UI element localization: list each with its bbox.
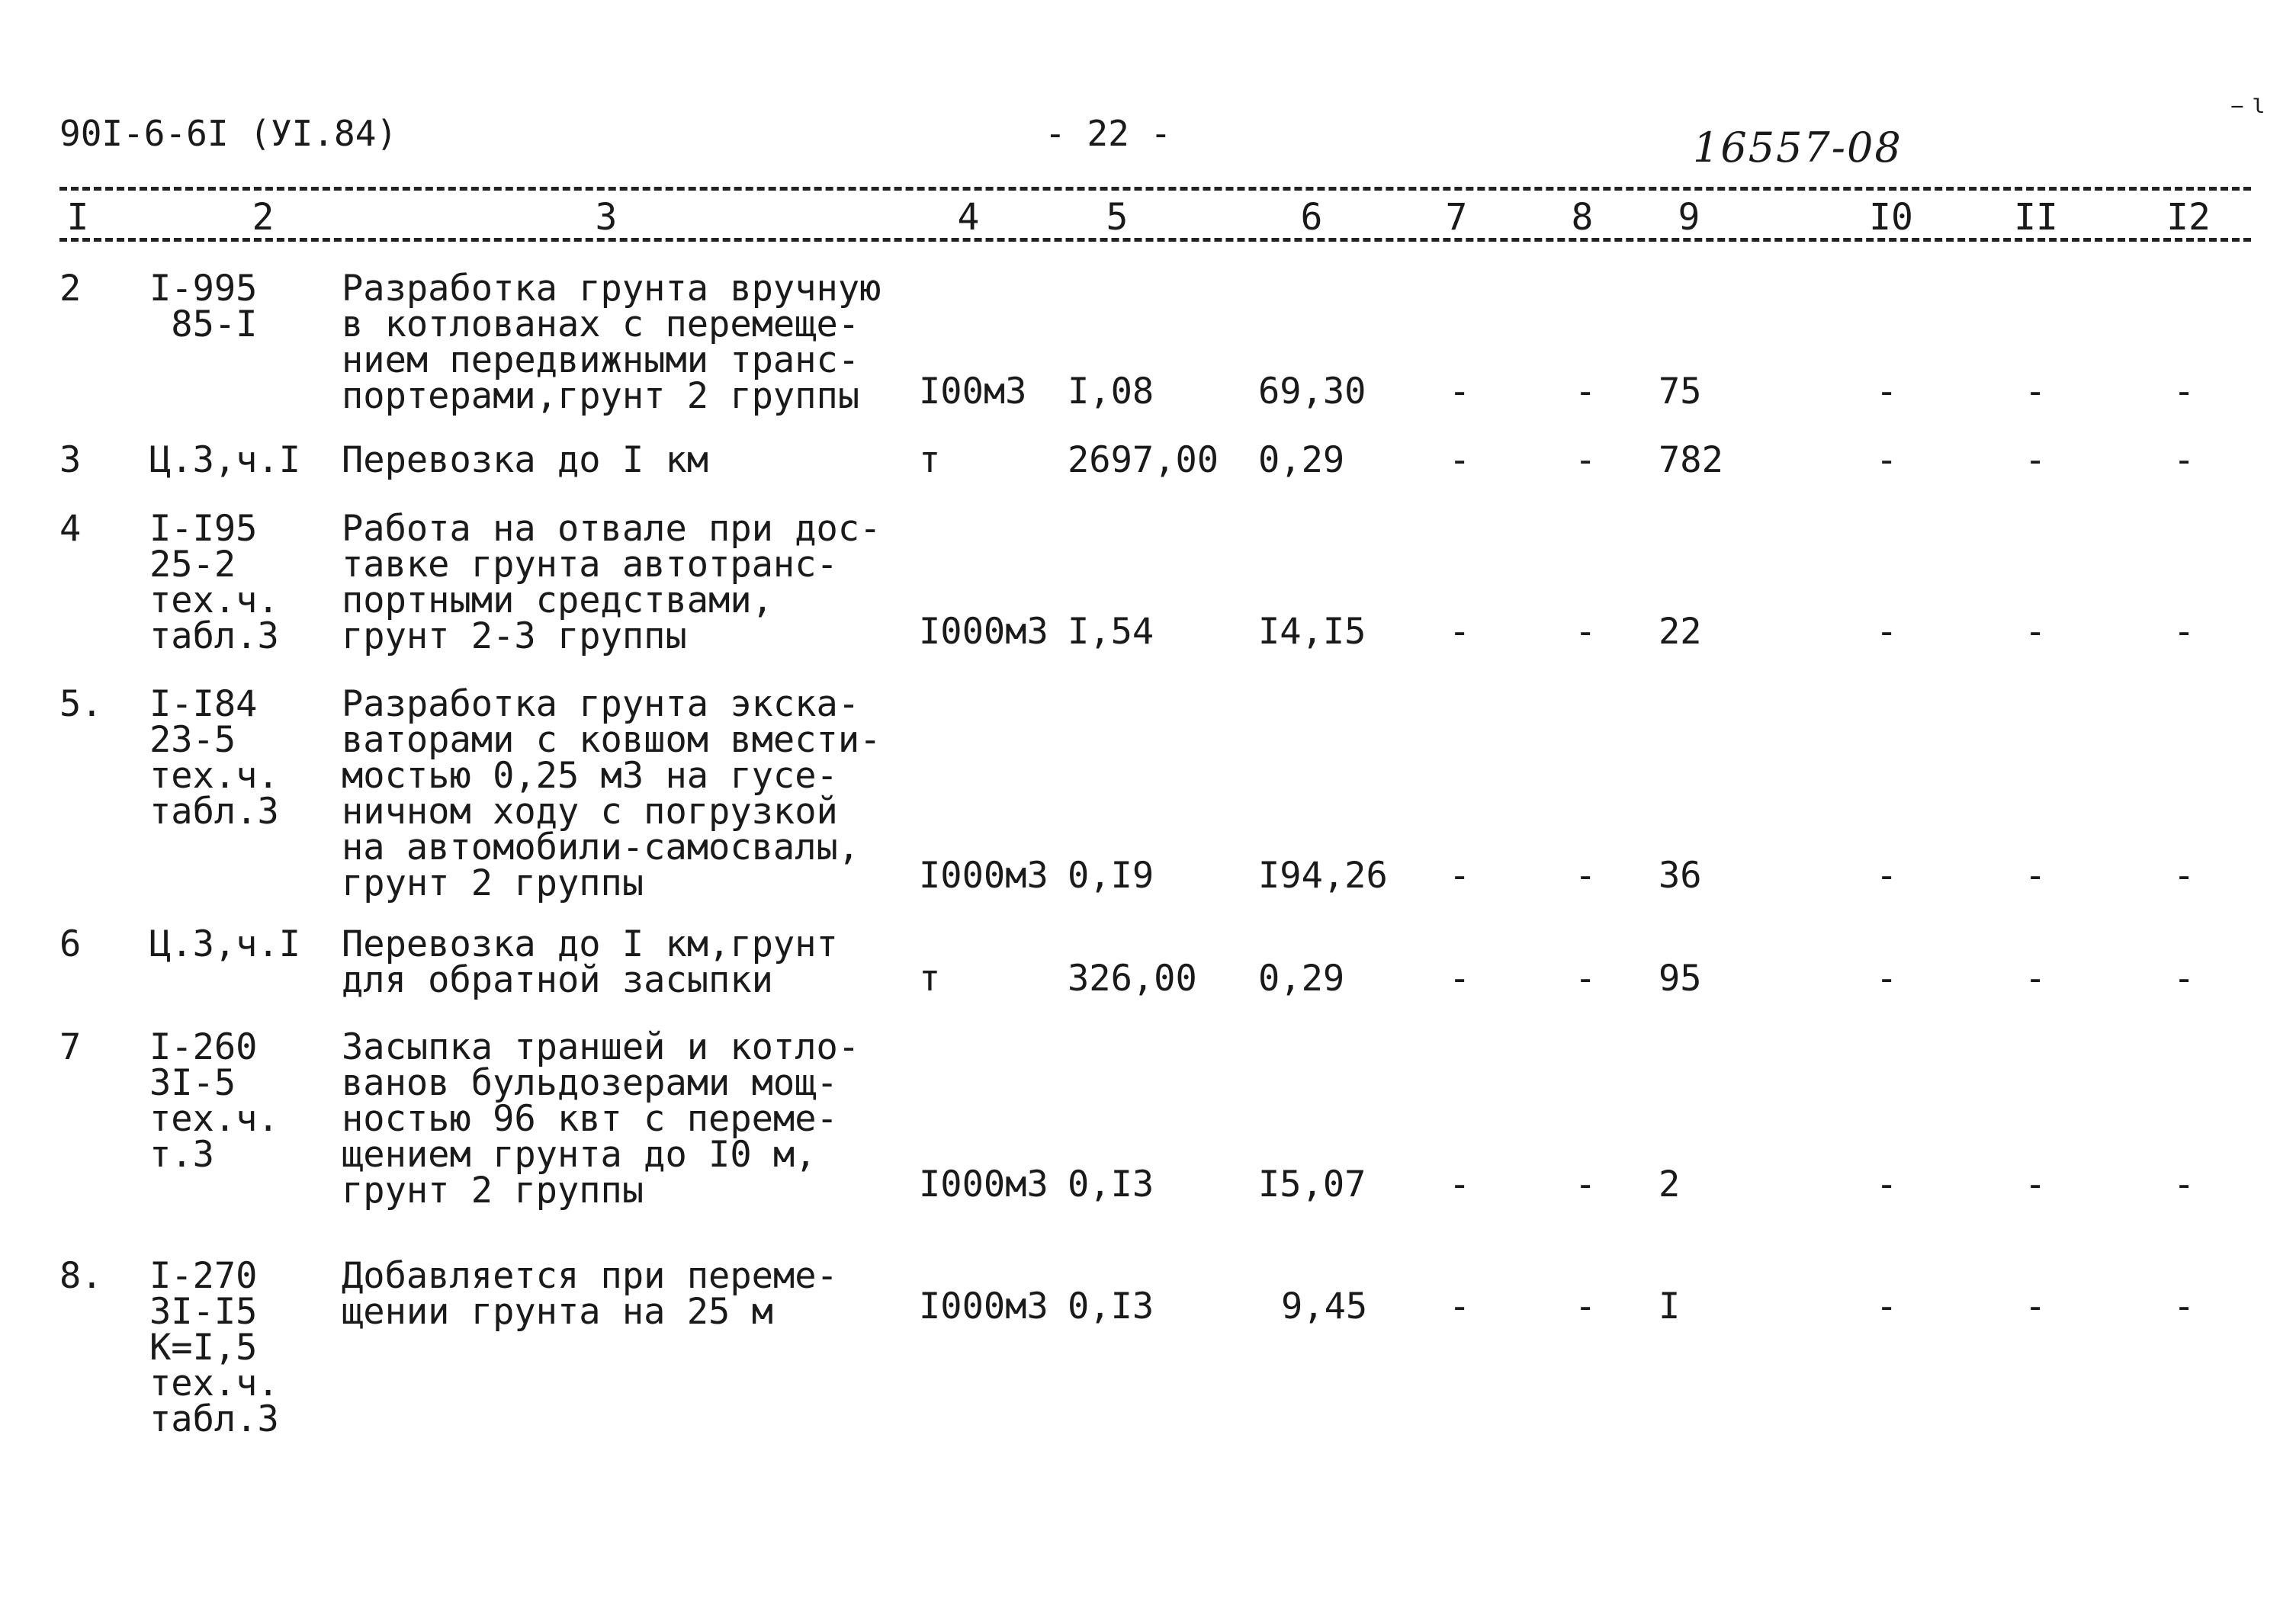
col-9-value: 2	[1659, 1164, 1681, 1205]
unit-price: I4,I5	[1258, 611, 1366, 653]
unit-price: 0,29	[1258, 958, 1345, 1000]
work-description: Добавляется при переме- щении грунта на 25 м	[342, 1255, 838, 1333]
norm-code: I-I84 23-5 тех.ч. табл.3	[149, 683, 279, 833]
col-11-value: -	[2025, 611, 2047, 653]
col-12-value: -	[2173, 1164, 2195, 1205]
unit-price: 9,45	[1281, 1286, 1368, 1327]
quantity: 0,I9	[1068, 855, 1154, 897]
col-7-value: -	[1449, 1164, 1471, 1205]
col-10-value: -	[1876, 1164, 1898, 1205]
col-12-value: -	[2173, 371, 2195, 412]
unit-price: 69,30	[1258, 371, 1366, 412]
column-header-2: 2	[252, 196, 275, 239]
unit-price: 0,29	[1258, 439, 1345, 481]
col-11-value: -	[2025, 958, 2047, 1000]
row-number: 8.	[59, 1255, 103, 1297]
unit: I00м3	[919, 371, 1027, 412]
col-8-value: -	[1575, 1164, 1597, 1205]
work-description: Разработка грунта вручную в котлованах с перемеще- нием передвижными транс- портерами,грунт 2 группы	[342, 268, 881, 417]
column-header-8: 8	[1571, 196, 1594, 239]
col-12-value: -	[2173, 958, 2195, 1000]
column-header-7: 7	[1445, 196, 1468, 239]
col-7-value: -	[1449, 611, 1471, 653]
unit: т	[919, 958, 941, 1000]
quantity: 326,00	[1068, 958, 1197, 1000]
col-11-value: -	[2025, 1286, 2047, 1327]
col-7-value: -	[1449, 958, 1471, 1000]
work-description: Разработка грунта экска- ваторами с ковшом вмести- мостью 0,25 м3 на гусе- ничном ходу с погрузкой на автомобили-самосвалы, грунт 2 группы	[342, 683, 881, 904]
col-7-value: -	[1449, 1286, 1471, 1327]
row-number: 4	[59, 508, 82, 550]
col-7-value: -	[1449, 439, 1471, 481]
table-header-rule	[59, 238, 2251, 242]
norm-code: I-995 85-I	[149, 268, 258, 345]
col-8-value: -	[1575, 958, 1597, 1000]
column-header-12: I2	[2166, 196, 2211, 239]
col-9-value: 22	[1659, 611, 1702, 653]
col-10-value: -	[1876, 958, 1898, 1000]
unit: I000м3	[919, 1286, 1048, 1327]
col-7-value: -	[1449, 371, 1471, 412]
row-number: 2	[59, 268, 82, 310]
col-9-value: 75	[1659, 371, 1702, 412]
col-7-value: -	[1449, 855, 1471, 897]
document-code: 90I-6-6I (УI.84)	[59, 113, 398, 154]
col-9-value: 782	[1659, 439, 1723, 481]
column-header-6: 6	[1300, 196, 1323, 239]
quantity: 2697,00	[1068, 439, 1219, 481]
work-description: Перевозка до I км,грунт для обратной засыпки	[342, 923, 838, 1001]
column-header-5: 5	[1106, 196, 1129, 239]
norm-code: I-260 3I-5 тех.ч. т.3	[149, 1026, 279, 1176]
column-header-4: 4	[957, 196, 980, 239]
unit: I000м3	[919, 611, 1048, 653]
col-11-value: -	[2025, 371, 2047, 412]
unit: т	[919, 439, 941, 481]
quantity: I,54	[1068, 611, 1154, 653]
column-header-3: 3	[595, 196, 618, 239]
col-10-value: -	[1876, 611, 1898, 653]
unit: I000м3	[919, 855, 1048, 897]
page-number: - 22 -	[1045, 113, 1172, 154]
quantity: I,08	[1068, 371, 1154, 412]
handwritten-number: 16557-08	[1693, 124, 1903, 172]
col-8-value: -	[1575, 1286, 1597, 1327]
col-10-value: -	[1876, 855, 1898, 897]
col-9-value: 95	[1659, 958, 1702, 1000]
unit-price: I5,07	[1258, 1164, 1366, 1205]
quantity: 0,I3	[1068, 1286, 1154, 1327]
col-12-value: -	[2173, 1286, 2195, 1327]
table-top-rule	[59, 187, 2251, 191]
col-11-value: -	[2025, 1164, 2047, 1205]
col-9-value: I	[1659, 1286, 1681, 1327]
work-description: Работа на отвале при дос- тавке грунта автотранс- портными средствами, грунт 2-3 группы	[342, 508, 881, 657]
col-8-value: -	[1575, 611, 1597, 653]
column-header-10: I0	[1869, 196, 1913, 239]
col-12-value: -	[2173, 439, 2195, 481]
col-10-value: -	[1876, 439, 1898, 481]
col-9-value: 36	[1659, 855, 1702, 897]
norm-code: I-I95 25-2 тех.ч. табл.3	[149, 508, 279, 657]
work-description: Засыпка траншей и котло- ванов бульдозерами мощ- ностью 96 квт с переме- щением грунта до I0 м, грунт 2 группы	[342, 1026, 860, 1212]
unit-price: I94,26	[1258, 855, 1388, 897]
norm-code: I-270 3I-I5 К=I,5 тех.ч. табл.3	[149, 1255, 279, 1440]
norm-code: Ц.3,ч.I	[149, 923, 301, 965]
col-8-value: -	[1575, 855, 1597, 897]
col-12-value: -	[2173, 855, 2195, 897]
col-11-value: -	[2025, 855, 2047, 897]
column-header-11: II	[2014, 196, 2058, 239]
col-10-value: -	[1876, 1286, 1898, 1327]
quantity: 0,I3	[1068, 1164, 1154, 1205]
work-description: Перевозка до I км	[342, 439, 709, 481]
col-11-value: -	[2025, 439, 2047, 481]
row-number: 7	[59, 1026, 82, 1068]
col-8-value: -	[1575, 371, 1597, 412]
corner-mark: ⁻ˡ	[2227, 91, 2269, 133]
row-number: 6	[59, 923, 82, 965]
row-number: 5.	[59, 683, 103, 725]
norm-code: Ц.3,ч.I	[149, 439, 301, 481]
col-12-value: -	[2173, 611, 2195, 653]
column-header-9: 9	[1678, 196, 1700, 239]
row-number: 3	[59, 439, 82, 481]
col-8-value: -	[1575, 439, 1597, 481]
column-header-1: I	[66, 196, 89, 239]
unit: I000м3	[919, 1164, 1048, 1205]
col-10-value: -	[1876, 371, 1898, 412]
